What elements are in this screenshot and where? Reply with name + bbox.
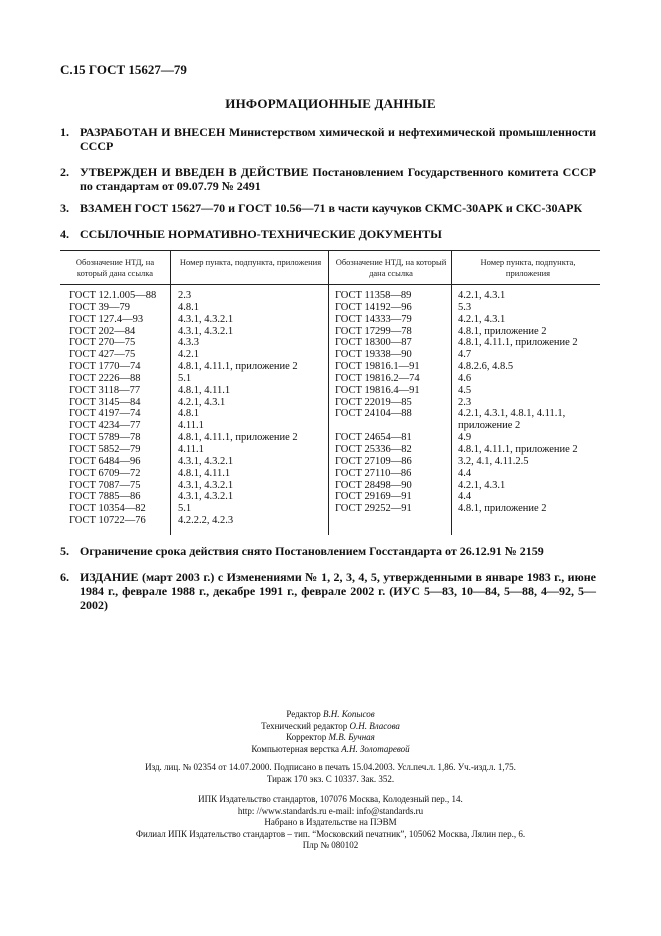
staff-name: А.Н. Золотаревой	[341, 743, 410, 754]
staff-role: Компьютерная верстка	[251, 743, 339, 754]
table-divider	[170, 250, 171, 535]
table-cell: ГОСТ 6709—72	[69, 467, 141, 479]
table-cell: 3.2, 4.1, 4.11.2.5	[458, 455, 529, 467]
table-cell: ГОСТ 18300—87	[335, 337, 412, 349]
table-cell	[335, 420, 420, 432]
info-item-2	[60, 165, 600, 193]
table-cell: 4.2.1, 4.3.1	[178, 396, 226, 408]
reference-table	[60, 250, 600, 535]
table-cell: ГОСТ 1770—74	[69, 361, 141, 373]
table-cell: ГОСТ 7885—86	[69, 491, 141, 503]
table-cell: ГОСТ 24654—81	[335, 432, 412, 444]
info-item-3	[60, 201, 600, 215]
item-bold: РАЗРАБОТАН И ВНЕСЕН	[80, 125, 226, 139]
table-cell: 4.3.1, 4.3.2.1	[178, 491, 234, 503]
table-cell: ГОСТ 427—75	[69, 349, 136, 361]
table-cell: 4.8.1, приложение 2	[458, 325, 547, 337]
publisher-line: Филиал ИПК Издательство стандартов – тип. “Московский печатник”, 105062 Москва, Лялин пер., 6.	[135, 828, 526, 839]
table-cell: ГОСТ 10722—76	[69, 515, 146, 527]
table-cell: приложение 2	[458, 420, 521, 432]
table-cell: ГОСТ 29169—91	[335, 491, 412, 503]
table-cell: 4.3.1, 4.3.2.1	[178, 313, 234, 325]
table-cell: ГОСТ 25336—82	[335, 443, 412, 455]
table-cell: ГОСТ 11358—89	[335, 290, 412, 301]
table-cell: 4.8.1, 4.11.1	[178, 384, 231, 396]
staff-role: Технический редактор	[261, 720, 348, 731]
table-cell: 4.4	[458, 491, 472, 503]
info-item-6	[60, 570, 600, 612]
table-cell: 4.6	[458, 372, 472, 384]
table-cell: ГОСТ 22019—85	[335, 396, 412, 408]
table-cell: 4.11.1	[178, 443, 204, 455]
publisher-line: Набрано в Издательстве на ПЭВМ	[264, 817, 397, 827]
item-bold: ВЗАМЕН ГОСТ 15627—70 и ГОСТ 10.56—71 в части каучуков СКМС-30АРК и СКС-30АРК	[80, 201, 583, 215]
table-header-rule	[60, 284, 600, 285]
table-cell: 4.3.1, 4.3.2.1	[178, 479, 234, 491]
table-header-ntd: Обозначение НТД, на который дана ссылка	[335, 257, 447, 278]
table-cell: 4.8.1, приложение 2	[458, 503, 547, 515]
table-cell: 4.8.2.6, 4.8.5	[458, 361, 514, 373]
table-cell: ГОСТ 2226—88	[69, 372, 141, 384]
print-info-line: Изд. лиц. № 02354 от 14.07.2000. Подписано в печать 15.04.2003. Усл.печ.л. 1,86. Уч.-изд.л. 1,75.	[145, 762, 516, 772]
item-number: 1.	[60, 125, 69, 139]
table-cell: 2.3	[178, 290, 192, 301]
staff-line	[0, 709, 661, 721]
item-text: Министерством химической и нефтехимической промышленности СССР	[80, 125, 597, 153]
table-cell: 2.3	[458, 396, 472, 408]
table-cell: 4.2.2.2, 4.2.3	[178, 515, 234, 527]
info-item-4	[60, 227, 600, 241]
table-cell: ГОСТ 10354—82	[69, 503, 146, 515]
table-cell: ГОСТ 17299—78	[335, 325, 412, 337]
print-info	[0, 762, 661, 785]
table-cell: ГОСТ 27110—86	[335, 467, 412, 479]
table-cell: 4.11.1	[178, 420, 204, 432]
table-cell: 4.8.1	[178, 301, 199, 313]
table-cell: 4.8.1, 4.11.1, приложение 2	[178, 361, 298, 373]
table-cell: ГОСТ 28498—90	[335, 479, 412, 491]
table-cell: 4.2.1, 4.3.1	[458, 290, 506, 301]
table-cell: 4.8.1, 4.11.1, приложение 2	[178, 432, 298, 444]
item-bold: ССЫЛОЧНЫЕ НОРМАТИВНО-ТЕХНИЧЕСКИЕ ДОКУМЕНТЫ	[80, 227, 442, 241]
item-number: 4.	[60, 227, 69, 241]
table-column-ntd-left	[69, 290, 156, 527]
table-cell: 5.1	[178, 372, 192, 384]
staff-credits	[0, 709, 661, 755]
table-cell: 4.8.1, 4.11.1, приложение 2	[458, 337, 578, 349]
page-header: С.15 ГОСТ 15627—79	[60, 62, 187, 77]
table-cell: ГОСТ 19816.2—74	[335, 372, 420, 384]
publisher-line: ИПК Издательство стандартов, 107076 Москва, Колодезный пер., 14.	[198, 794, 463, 804]
item-text: (март 2003 г.) с Изменениями № 1, 2, 3, 4, 5, утвержденными в январе 1983 г., июне 1984 г., феврале 1988 г., декабре 1991 г., феврале 2002 г. (ИУС 5—83, 10—84, 5—88, 4—92, 5—2002)	[80, 570, 596, 612]
table-cell: ГОСТ 14192—96	[335, 301, 412, 313]
table-column-clause-right	[458, 290, 578, 515]
table-cell: 5.1	[178, 503, 192, 515]
table-column-clause-left	[178, 290, 298, 527]
table-cell: ГОСТ 5789—78	[69, 432, 141, 444]
table-cell: ГОСТ 24104—88	[335, 408, 412, 420]
staff-name: В.Н. Копысов	[323, 709, 375, 719]
table-cell: 4.8.1, 4.11.1, приложение 2	[458, 443, 578, 455]
print-info-line: Тираж 170 экз. С 10337. Зак. 352.	[266, 773, 395, 784]
table-cell: 4.2.1, 4.3.1	[458, 479, 506, 491]
staff-role: Редактор	[286, 709, 321, 719]
table-cell: 4.3.3	[178, 337, 199, 349]
publisher-info	[0, 794, 661, 852]
table-divider	[328, 250, 329, 535]
item-number: 6.	[60, 570, 69, 584]
table-cell: 4.2.1	[178, 349, 199, 361]
staff-line	[0, 721, 661, 733]
publisher-line: http: //www.standards.ru e-mail: info@standards.ru	[237, 805, 424, 816]
table-cell: ГОСТ 39—79	[69, 301, 131, 313]
table-column-ntd-right	[335, 290, 420, 515]
staff-name: О.Н. Власова	[349, 720, 400, 731]
table-cell: 5.3	[458, 301, 472, 313]
table-cell: 4.3.1, 4.3.2.1	[178, 455, 234, 467]
item-number: 5.	[60, 544, 69, 558]
table-header-ntd: Обозначение НТД, на который дана ссылка	[75, 257, 155, 278]
table-cell: ГОСТ 127.4—93	[69, 313, 144, 325]
publisher-line: Плр № 080102	[302, 840, 359, 850]
table-header-clause: Номер пункта, подпункта, приложения	[179, 257, 322, 267]
table-divider	[451, 250, 452, 535]
table-cell: ГОСТ 19816.1—91	[335, 361, 420, 373]
table-header-clause: Номер пункта, подпункта, приложения	[480, 257, 576, 278]
table-cell: ГОСТ 7087—75	[69, 479, 141, 491]
item-number: 2.	[60, 165, 69, 179]
table-cell: 4.9	[458, 432, 472, 444]
item-number: 3.	[60, 201, 69, 215]
table-cell: ГОСТ 27109—86	[335, 455, 412, 467]
staff-line	[0, 732, 661, 744]
item-bold: УТВЕРЖДЕН И ВВЕДЕН В ДЕЙСТВИЕ	[80, 165, 309, 179]
item-text: Постановлением Государственного комитета СССР по стандартам от 09.07.79 № 2491	[80, 165, 596, 193]
item-bold: ИЗДАНИЕ	[80, 570, 139, 584]
table-cell: ГОСТ 4234—77	[69, 420, 141, 432]
info-item-1	[60, 125, 600, 153]
table-cell: ГОСТ 12.1.005—88	[69, 290, 157, 301]
table-cell: 4.8.1, 4.11.1	[178, 467, 231, 479]
table-cell: ГОСТ 3118—77	[69, 384, 141, 396]
table-cell: ГОСТ 19338—90	[335, 349, 412, 361]
table-cell: ГОСТ 5852—79	[69, 443, 141, 455]
info-item-5	[60, 544, 600, 558]
table-cell: ГОСТ 270—75	[69, 337, 136, 349]
table-cell: 4.5	[458, 384, 472, 396]
table-top-rule	[60, 250, 600, 251]
table-cell: ГОСТ 29252—91	[335, 503, 412, 515]
item-bold: Ограничение срока действия снято Постановлением Госстандарта от 26.12.91 № 2159	[80, 544, 544, 558]
table-cell: 4.8.1	[178, 408, 199, 420]
table-cell: 4.2.1, 4.3.1	[458, 313, 506, 325]
staff-name: М.В. Бучная	[328, 732, 375, 742]
table-cell: 4.4	[458, 467, 472, 479]
table-cell: ГОСТ 19816.4—91	[335, 384, 420, 396]
staff-role: Корректор	[286, 732, 327, 742]
table-cell: ГОСТ 202—84	[69, 325, 136, 337]
table-cell: ГОСТ 6484—96	[69, 455, 141, 467]
table-cell: 4.2.1, 4.3.1, 4.8.1, 4.11.1,	[458, 408, 566, 420]
table-cell: ГОСТ 3145—84	[69, 396, 141, 408]
section-title: ИНФОРМАЦИОННЫЕ ДАННЫЕ	[225, 96, 436, 111]
table-cell: 4.3.1, 4.3.2.1	[178, 325, 234, 337]
table-cell: ГОСТ 4197—74	[69, 408, 141, 420]
staff-line	[0, 744, 661, 756]
table-cell: ГОСТ 14333—79	[335, 313, 412, 325]
table-cell: 4.7	[458, 349, 472, 361]
